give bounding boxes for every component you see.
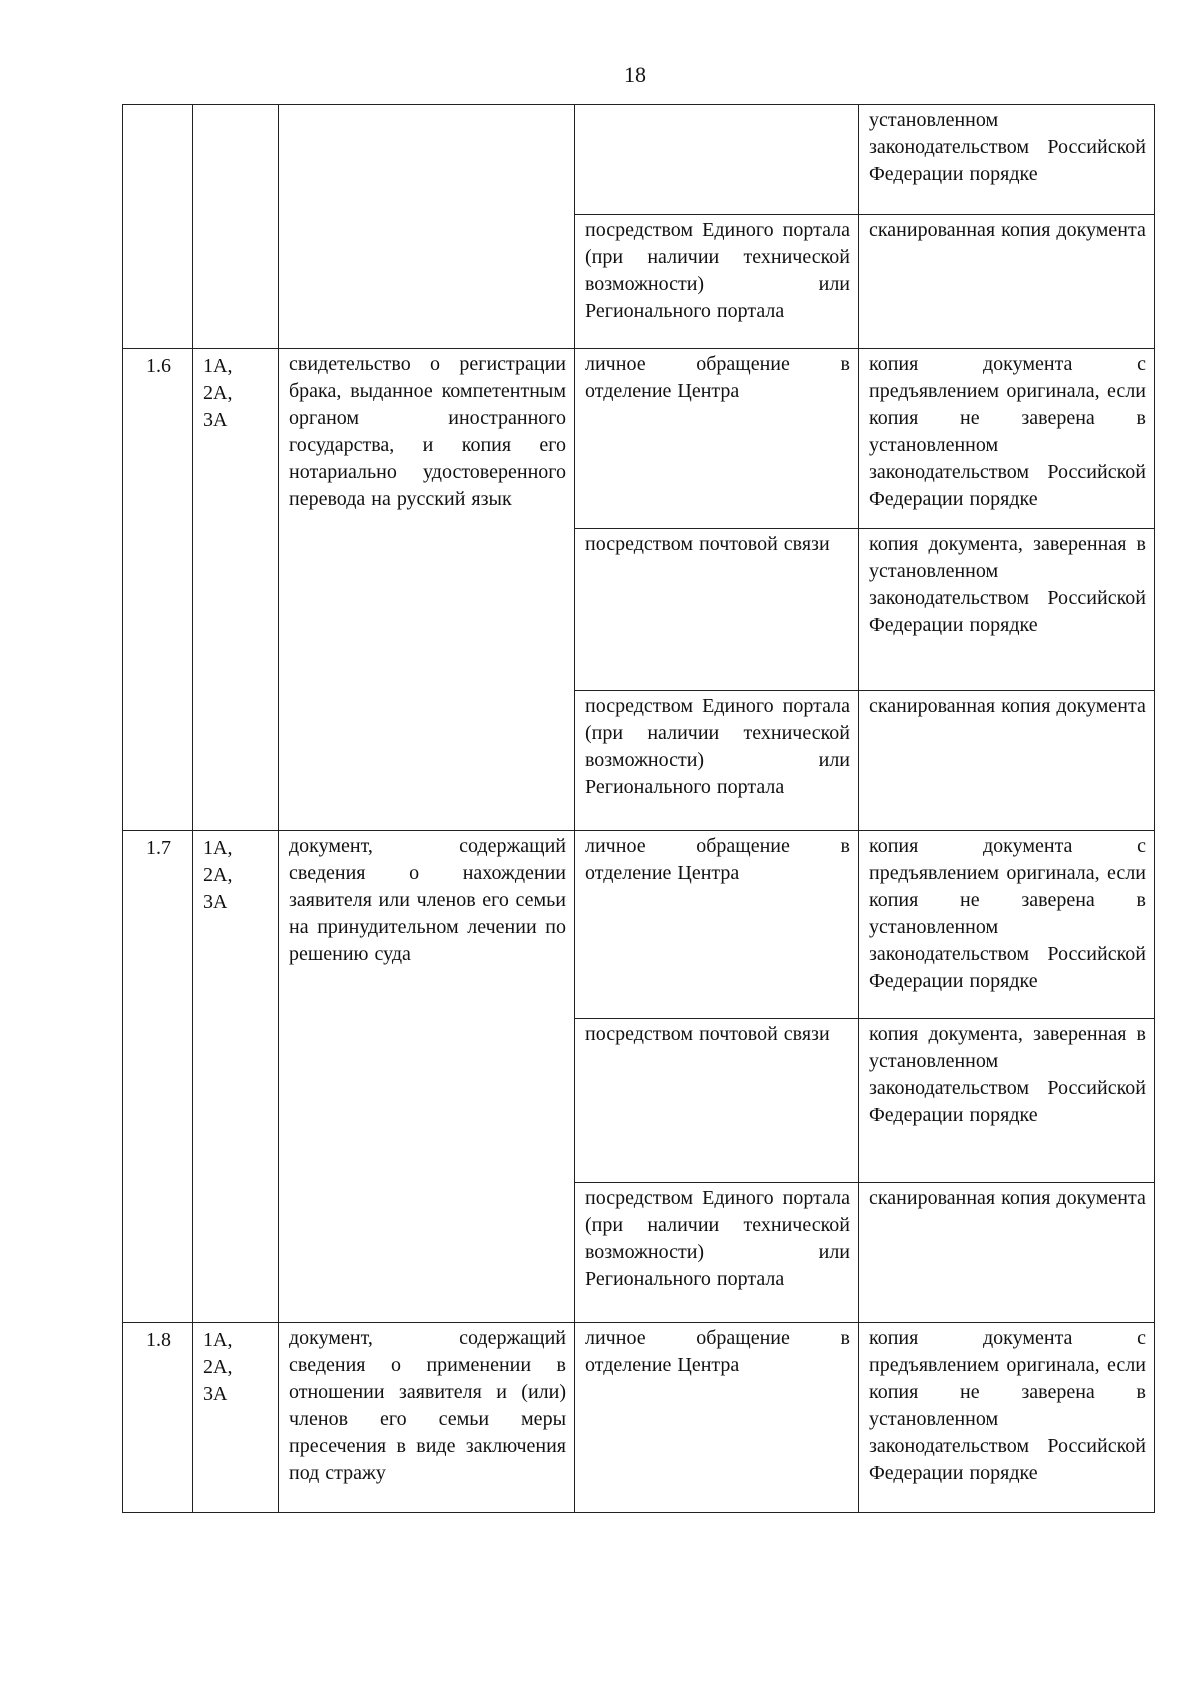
number-cell — [123, 105, 193, 349]
method-cell: личное обращение в отделение Центра — [575, 831, 859, 1019]
result-cell: копия документа с предъявлением оригинала, если копия не заверена в установленном законодательством Российской Федерации порядке — [859, 831, 1155, 1019]
result-cell: копия документа с предъявлением оригинала, если копия не заверена в установленном законодательством Российской Федерации порядке — [859, 1323, 1155, 1513]
categories-cell: 1А, 2А, 3А — [193, 831, 279, 1323]
number-cell: 1.7 — [123, 831, 193, 1323]
result-cell: сканированная копия документа — [859, 1183, 1155, 1323]
table-row — [123, 105, 1155, 215]
number-cell: 1.8 — [123, 1323, 193, 1513]
document-cell: свидетельство о регистрации брака, выданное компетентным органом иностранного государства, и копия его нотариально удостоверенного перевода на русский язык — [279, 349, 575, 831]
method-cell: посредством Единого портала (при наличии технической возможности) или Регионального портала — [575, 215, 859, 349]
document-cell: документ, содержащий сведения о нахождении заявителя или членов его семьи на принудительном лечении по решению суда — [279, 831, 575, 1323]
result-cell: установленном законодательством Российской Федерации порядке — [859, 105, 1155, 215]
result-cell: сканированная копия документа — [859, 215, 1155, 349]
categories-cell: 1А, 2А, 3А — [193, 349, 279, 831]
result-cell: копия документа, заверенная в установленном законодательством Российской Федерации порядке — [859, 1019, 1155, 1183]
table-row — [123, 831, 1155, 1019]
documents-table — [122, 104, 1155, 1513]
method-cell: посредством Единого портала (при наличии технической возможности) или Регионального портала — [575, 691, 859, 831]
method-cell: личное обращение в отделение Центра — [575, 349, 859, 529]
result-cell: копия документа, заверенная в установленном законодательством Российской Федерации порядке — [859, 529, 1155, 691]
document-cell: документ, содержащий сведения о применении в отношении заявителя и (или) членов его семьи меры пресечения в виде заключения под стражу — [279, 1323, 575, 1513]
page-number: 18 — [624, 62, 646, 87]
table-row — [123, 349, 1155, 529]
result-cell: копия документа с предъявлением оригинала, если копия не заверена в установленном законодательством Российской Федерации порядке — [859, 349, 1155, 529]
categories-cell — [193, 105, 279, 349]
number-cell: 1.6 — [123, 349, 193, 831]
method-cell: личное обращение в отделение Центра — [575, 1323, 859, 1513]
method-cell — [575, 105, 859, 215]
table-row — [123, 1323, 1155, 1513]
method-cell: посредством почтовой связи — [575, 529, 859, 691]
categories-cell: 1А, 2А, 3А — [193, 1323, 279, 1513]
result-cell: сканированная копия документа — [859, 691, 1155, 831]
document-cell — [279, 105, 575, 349]
method-cell: посредством почтовой связи — [575, 1019, 859, 1183]
method-cell: посредством Единого портала (при наличии технической возможности) или Регионального портала — [575, 1183, 859, 1323]
